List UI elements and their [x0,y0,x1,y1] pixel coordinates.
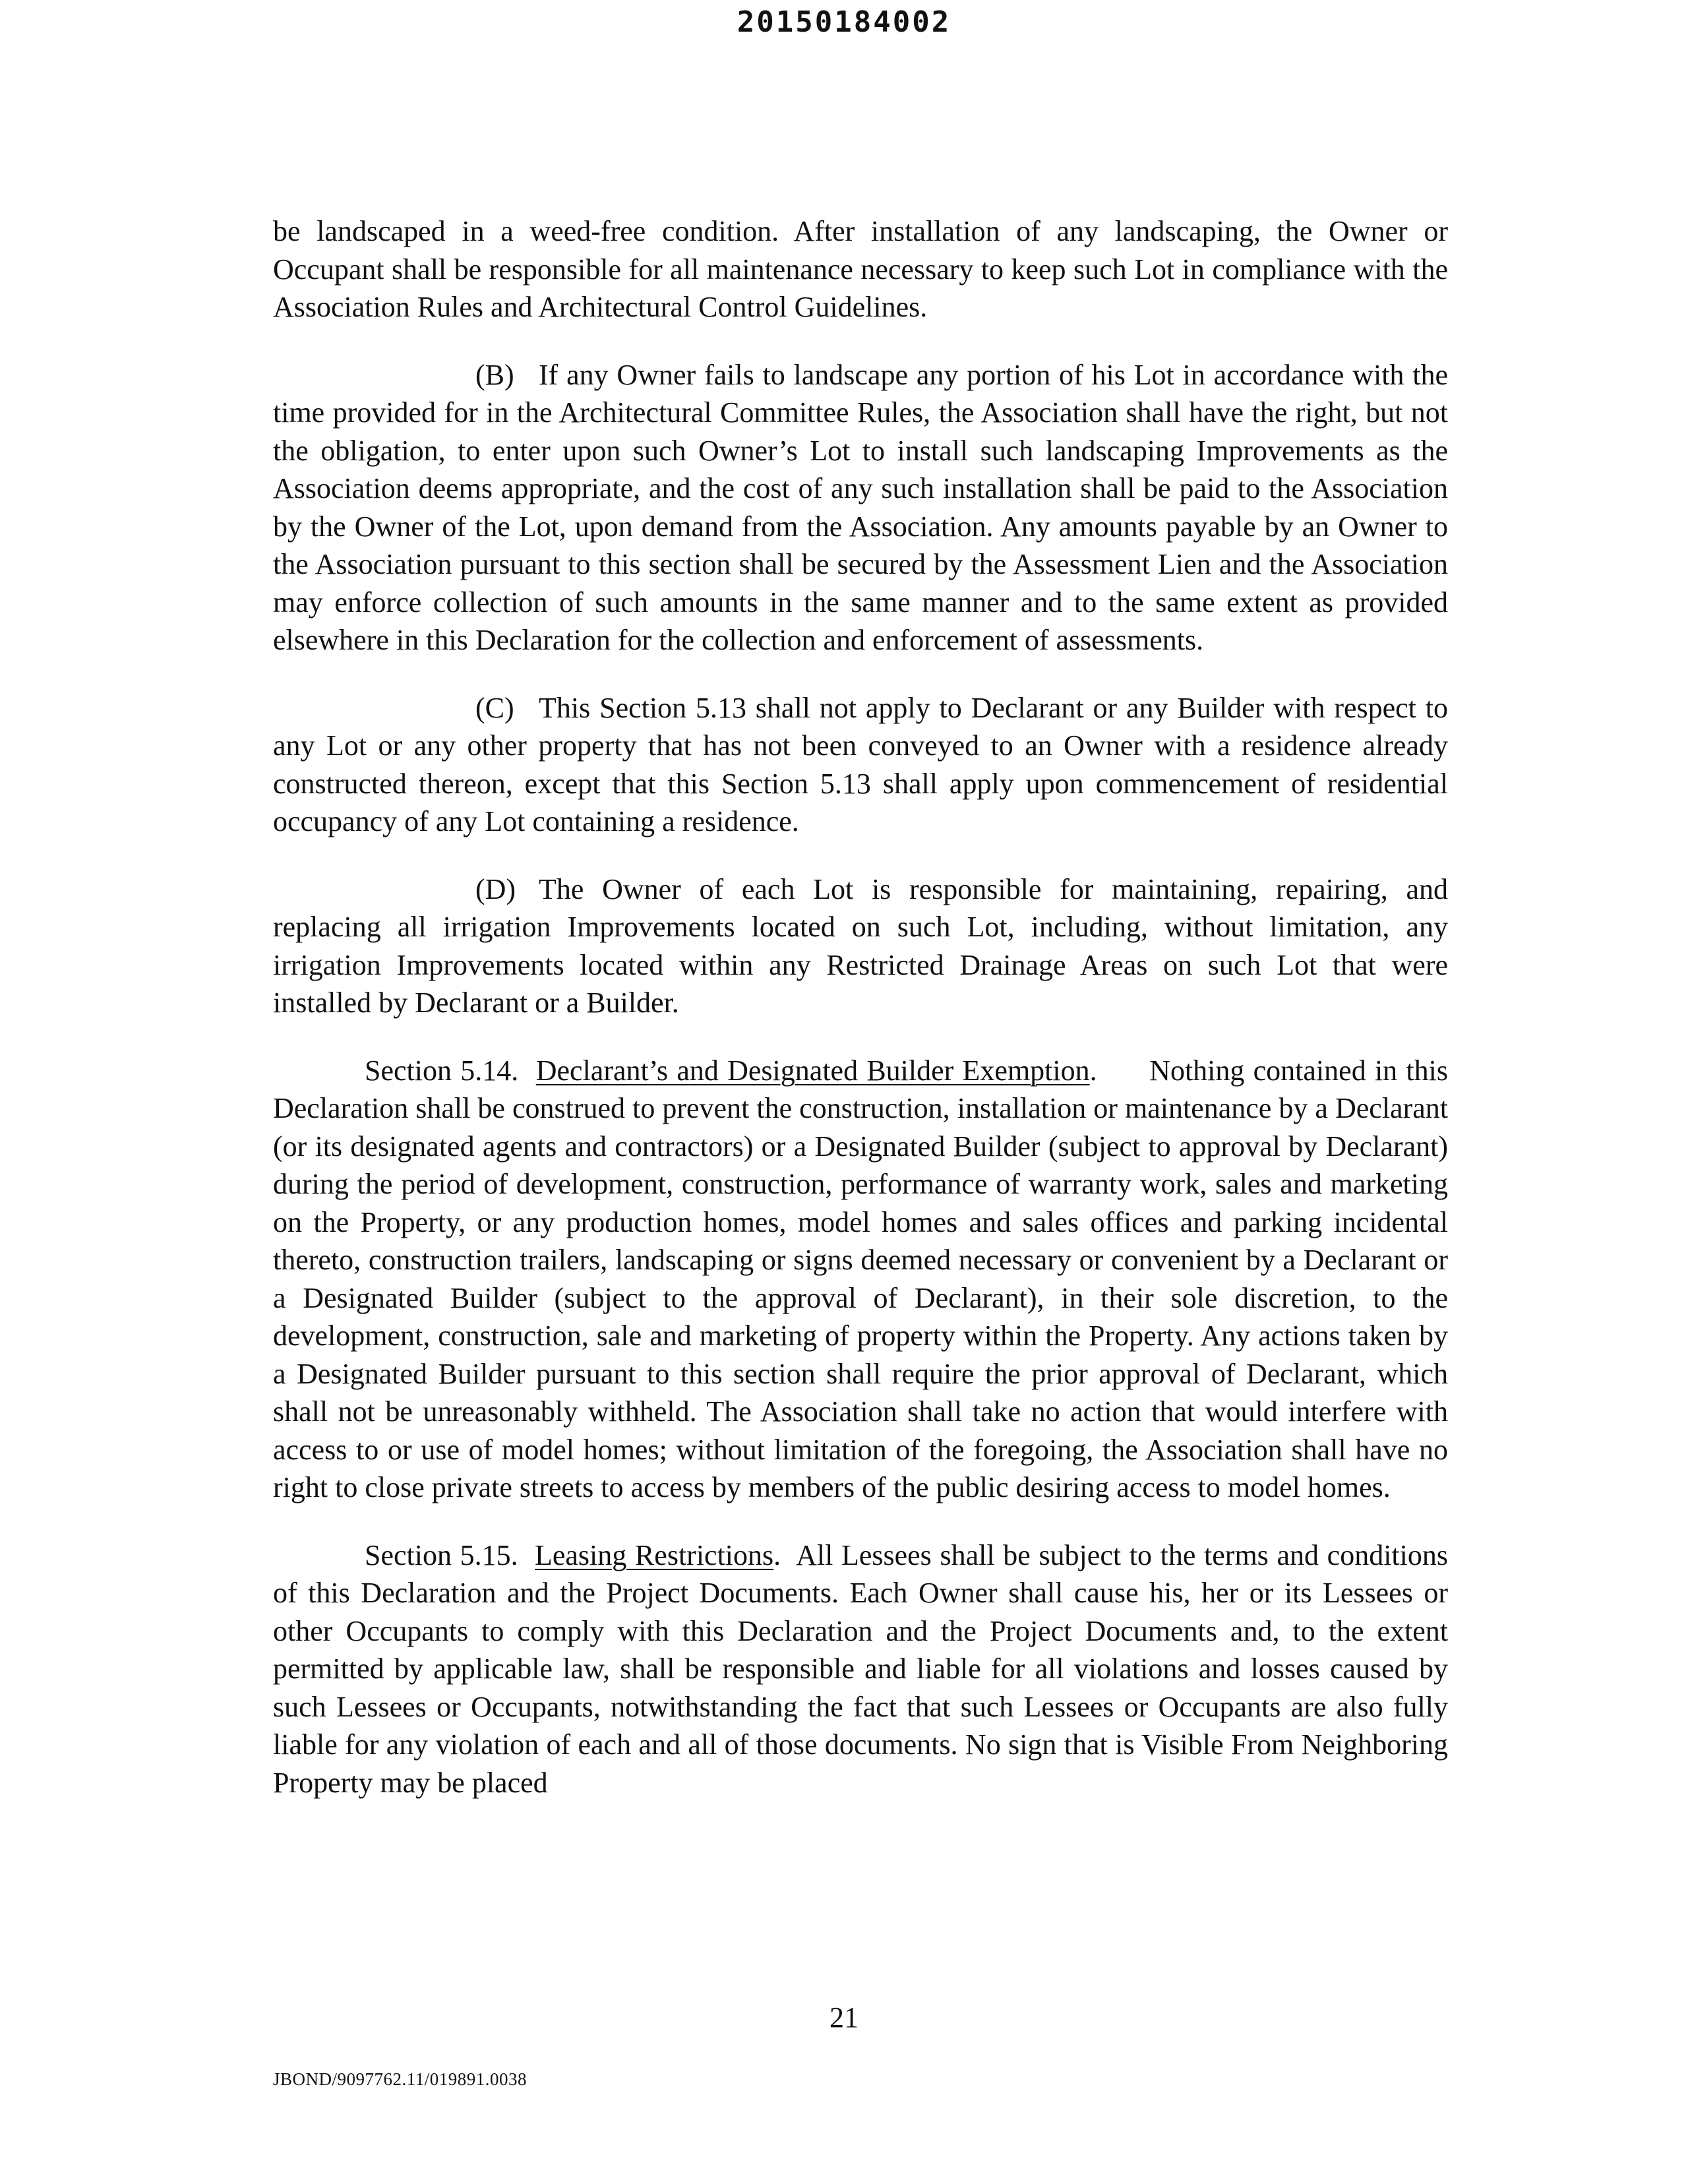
document-number: 20150184002 [737,5,951,39]
section-5-14 [273,1052,1448,1507]
subsection-label: (D) [475,872,516,905]
section-title-period: . [773,1538,781,1571]
section-title: Declarant’s and Designated Builder Exemption [535,1054,1090,1087]
paragraph-continuation [273,212,1448,326]
section-title-period: . [1089,1054,1097,1087]
subsection-c [273,689,1448,841]
section-text: All Lessees shall be subject to the terms and conditions of this Declaration and the Project Documents. Each Owner shall cause his, her or its Lessees or other Occupants to comply with this Declaration and the Project Documents and, to the extent permitted by applicable law, shall be responsible and liable for all violations and losses caused by such Lessees or Occupants, notwithstanding the fact that such Lessees or Occupants are also fully liable for any violation of each and all of those documents. No sign that is Visible From Neighboring Property may be placed [273,1538,1448,1799]
paragraph-text: be landscaped in a weed-free condition. After installation of any landscaping, the Owner or Occupant shall be responsible for all maintenance necessary to keep such Lot in compliance with the Association Rules and Architectural Control Guidelines. [273,215,1448,323]
subsection-text: The Owner of each Lot is responsible for maintaining, repairing, and replacing all irrigation Improvements located on such Lot, including, without limitation, any irrigation Improvements located within any Restricted Drainage Areas on such Lot that were installed by Declarant or a Builder. [273,872,1448,1019]
subsection-d [273,870,1448,1022]
subsection-text: This Section 5.13 shall not apply to Declarant or any Builder with respect to any Lot or any other property that has not been conveyed to an Owner with a residence already constructed thereon, except that this Section 5.13 shall apply upon commencement of residential occupancy of any Lot containing a residence. [273,691,1448,837]
page-number: 21 [829,2001,859,2034]
subsection-text: If any Owner fails to landscape any portion of his Lot in accordance with the time provided for in the Architectural Committee Rules, the Association shall have the right, but not the obligation, to enter upon such Owner’s Lot to install such landscaping Improvements as the Association deems appropriate, and the cost of any such installation shall be paid to the Association by the Owner of the Lot, upon demand from the Association. Any amounts payable by an Owner to the Association pursuant to this section shall be secured by the Assessment Lien and the Association may enforce collection of such amounts in the same manner and to the same extent as provided elsewhere in this Declaration for the collection and enforcement of assessments. [273,358,1448,656]
section-number: Section 5.15. [365,1538,518,1571]
footer-reference: JBOND/9097762.11/019891.0038 [273,2069,528,2089]
subsection-b [273,356,1448,659]
section-5-15 [273,1536,1448,1802]
section-number: Section 5.14. [365,1054,519,1087]
subsection-label: (B) [475,358,514,391]
document-body [273,212,1448,1831]
section-title: Leasing Restrictions [535,1538,774,1571]
subsection-label: (C) [475,691,514,724]
section-text: Nothing contained in this Declaration shall be construed to prevent the construction, installation or maintenance by a Declarant (or its designated agents and contractors) or a Designated Builder (subject to approval by Declarant) during the period of development, construction, performance of warranty work, sales and marketing on the Property, or any production homes, model homes and sales offices and parking incidental thereto, construction trailers, landscaping or signs deemed necessary or convenient by a Declarant or a Designated Builder (subject to the approval of Declarant), in their sole discretion, to the development, construction, sale and marketing of property within the Property. Any actions taken by a Designated Builder pursuant to this section shall require the prior approval of Declarant, which shall not be unreasonably withheld. The Association shall take no action that would interfere with access to or use of model homes; without limitation of the foregoing, the Association shall have no right to close private streets to access by members of the public desiring access to model homes. [273,1054,1448,1503]
